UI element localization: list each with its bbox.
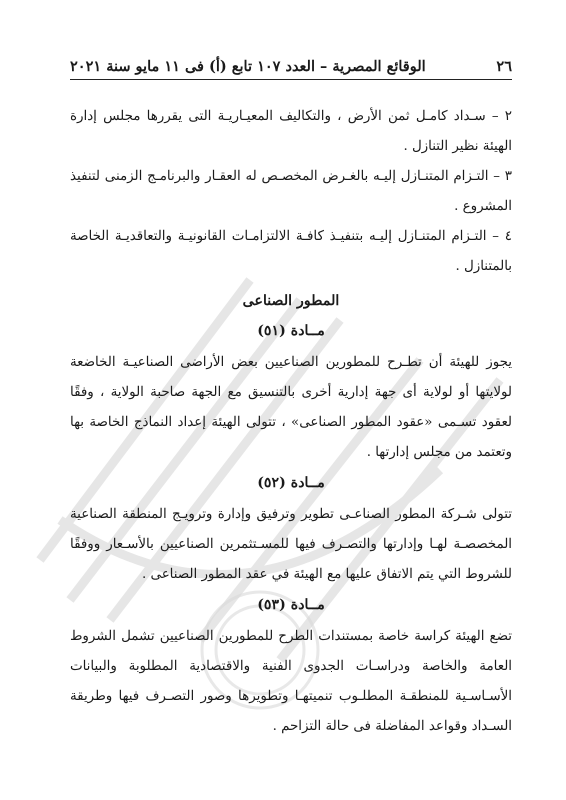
article-text: يجوز للهيئة أن تطـرح للمطورين الصناعيين بعض الأراضى الصناعيـة الخاضعة لولايتها أو لولاية أى جهة إدارية أخرى بالتنسيق مع الجهة صاحبة الولاية ، وفقًا لعقود تسـمى «عقود المطور الصناعى» ، تتولى الهيئة إعداد النماذج الخاصة بها وتعتمد من مجلس إدارتها .: [70, 355, 512, 460]
article-heading: مــادة (٥١): [257, 323, 325, 339]
gazette-title: الوقائع المصرية – العدد ١٠٧ تابع (أ) فى ١١ مايو سنة ٢٠٢١: [70, 58, 426, 75]
article-heading: مــادة (٥٣): [257, 597, 325, 613]
article-heading: مــادة (٥٢): [257, 475, 325, 491]
page-number: ٢٦: [496, 58, 512, 75]
list-item: ٤ – التـزام المتنـازل إليـه بتنفيـذ كافـة الالتزامـات القانونيـة والتعاقديـة الخاصة بالمتنازل .: [70, 229, 512, 274]
article-text: تضع الهيئة كراسة خاصة بمستندات الطرح للمطورين الصناعيين تشمل الشروط العامة والخاصة ودراسـات الجدوى الفنية والاقتصادية المطلوبة والبيانات الأسـاسـية للمنطقـة المطلـوب تنميتهـا وتطويرها وصور التصـرف فيها وطريقة السـداد وقواعد المفاضلة فى حالة التزاحم .: [70, 629, 512, 734]
document-page: [70, 58, 512, 742]
section-title: المطور الصناعى: [242, 293, 340, 309]
list-item: ٣ – التـزام المتنـازل إليـه بالغـرض المخصـص له العقـار والبرنامـج الزمنى لتنفيذ المشروع .: [70, 169, 512, 214]
article-text: تتولى شـركة المطور الصناعـى تطوير وترفيق وإدارة وترويـج المنطقة الصناعية المخصصـة لهـا وإدارتها والتصـرف فيها للمسـتثمرين الصناعيين بالأسـعار ووفقًا للشروط التي يتم الاتفاق عليها مع الهيئة في عقد المطور الصناعى .: [70, 507, 512, 582]
list-item: ٢ – سـداد كامـل ثمن الأرض ، والتكاليف المعيـاريـة التى يقررها مجلس إدارة الهيئة نظير التنازل .: [70, 109, 512, 154]
page-header: [70, 58, 512, 80]
